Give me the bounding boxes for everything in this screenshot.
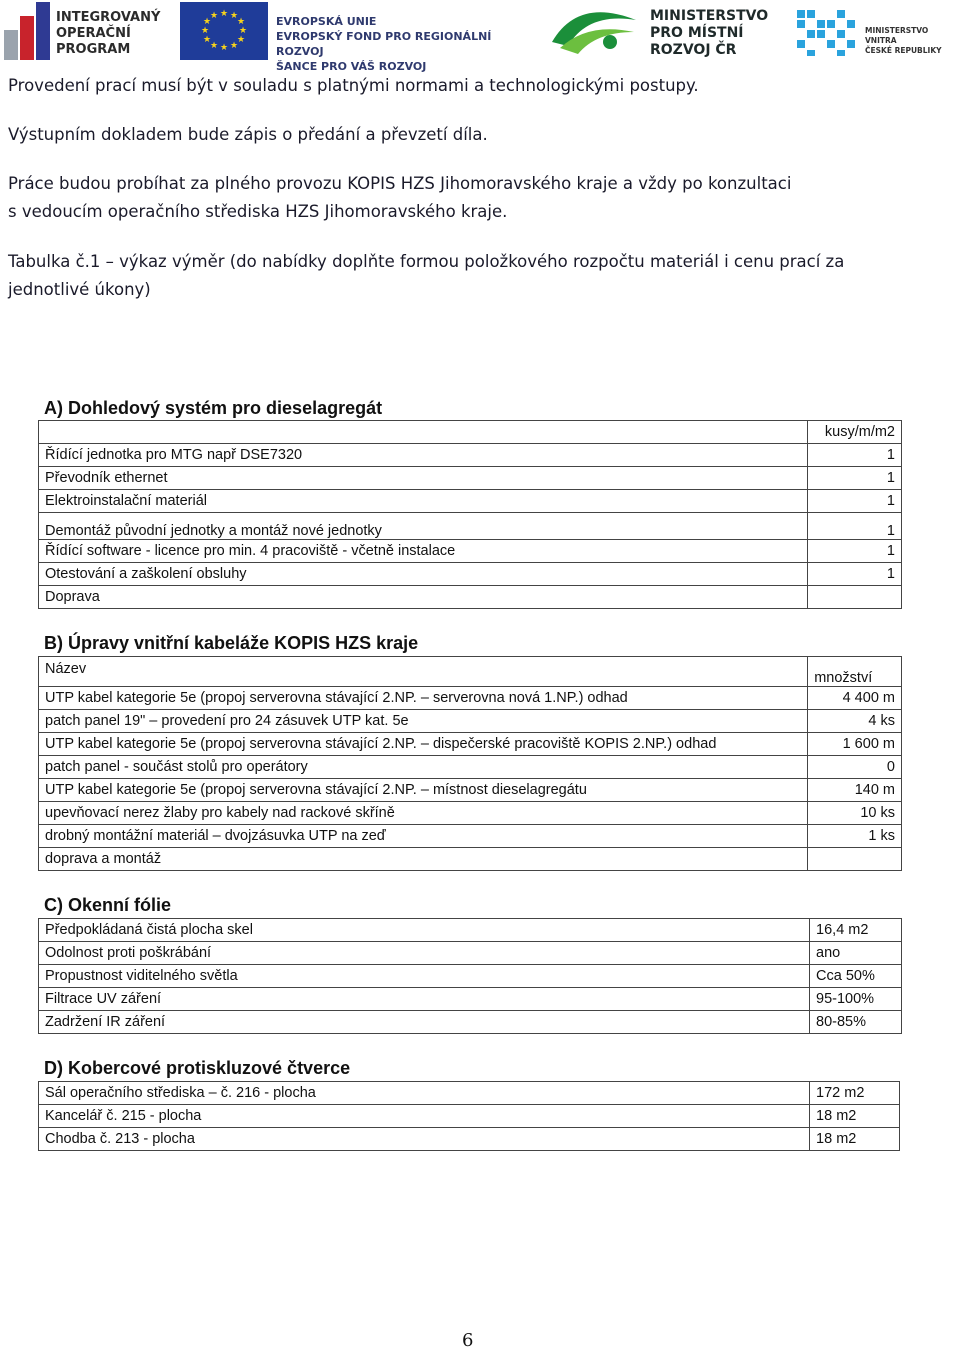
property-name: Odolnost proti poškrábání <box>39 942 810 965</box>
iop-logo <box>2 0 167 64</box>
svg-text:★: ★ <box>236 17 246 27</box>
eu-line2: EVROPSKÝ FOND PRO REGIONÁLNÍ ROZVOJ <box>276 30 492 58</box>
item-name: upevňovací nerez žlaby pro kabely nad rackové skříně <box>39 802 808 825</box>
logo-bar <box>0 0 960 73</box>
table-row <box>39 1105 900 1128</box>
table-row <box>39 586 902 609</box>
section-b-title: B) Úpravy vnitřní kabeláže KOPIS HZS kraje <box>44 633 419 653</box>
section-d-table <box>38 1081 900 1151</box>
table-row <box>39 687 902 710</box>
table-row <box>39 563 902 586</box>
mv-dots-icon <box>797 8 859 58</box>
item-name: patch panel - součást stolů pro operátory <box>39 756 808 779</box>
item-name: doprava a montáž <box>39 848 808 871</box>
item-qty: 140 m <box>808 779 902 802</box>
mv-logo <box>797 0 960 64</box>
table-row <box>39 1128 900 1151</box>
item-qty: 4 400 m <box>808 687 902 710</box>
svg-text:★: ★ <box>238 26 248 36</box>
svg-text:★: ★ <box>200 26 210 36</box>
item-qty: 1 <box>808 467 902 490</box>
table-row <box>39 756 902 779</box>
property-value: 95-100% <box>810 988 902 1011</box>
section-b-table <box>38 656 902 871</box>
table-header-row <box>39 421 902 444</box>
mmr-line1: MINISTERSTVO <box>650 8 769 24</box>
property-value: ano <box>810 942 902 965</box>
item-qty: 1 <box>808 444 902 467</box>
mv-line1: MINISTERSTVO VNITRA <box>865 26 929 45</box>
section-a-title: A) Dohledový systém pro dieselagregát <box>44 398 383 418</box>
area-name: Sál operačního střediska – č. 216 - plocha <box>39 1082 810 1105</box>
item-name: patch panel 19" – provedení pro 24 zásuvek UTP kat. 5e <box>39 710 808 733</box>
property-name: Propustnost viditelného světla <box>39 965 810 988</box>
item-qty: 4 ks <box>808 710 902 733</box>
item-qty: 1 <box>808 563 902 586</box>
mmr-line3: ROZVOJ ČR <box>650 42 737 58</box>
paragraph-operation-1: Práce budou probíhat za plného provozu KOPIS HZS Jihomoravského kraje a vždy po konzultaci <box>8 174 792 193</box>
item-qty: 1 <box>808 513 902 540</box>
paragraph-handover: Výstupním dokladem bude zápis o předání a převzetí díla. <box>8 125 488 144</box>
property-name: Zadržení IR záření <box>39 1011 810 1034</box>
item-name: UTP kabel kategorie 5e (propoj serverovna stávající 2.NP. – serverovna nová 1.NP.) odhad <box>39 687 808 710</box>
table-row <box>39 802 902 825</box>
item-qty: 10 ks <box>808 802 902 825</box>
table-row <box>39 444 902 467</box>
table-caption-1: Tabulka č.1 – výkaz výměr (do nabídky doplňte formou položkového rozpočtu materiál i cenu prací za <box>8 252 845 271</box>
unit-header: kusy/m/m2 <box>808 421 902 444</box>
svg-text:★: ★ <box>219 9 229 19</box>
item-name: UTP kabel kategorie 5e (propoj serverovna stávající 2.NP. – místnost dieselagregátu <box>39 779 808 802</box>
mmr-line2: PRO MÍSTNÍ <box>650 25 744 41</box>
paragraph-standards: Provedení prací musí být v souladu s platnými normami a technologickými postupy. <box>8 76 699 95</box>
item-qty: 0 <box>808 756 902 779</box>
item-name: drobný montážní materiál – dvojzásuvka UTP na zeď <box>39 825 808 848</box>
svg-text:★: ★ <box>236 35 246 45</box>
section-c-title: C) Okenní fólie <box>44 895 172 915</box>
item-qty: 1 <box>808 540 902 563</box>
mv-line2: ČESKÉ REPUBLIKY <box>865 46 942 55</box>
svg-text:★: ★ <box>202 17 212 27</box>
iop-line3: PROGRAM <box>56 42 131 57</box>
item-name: UTP kabel kategorie 5e (propoj serverovna stávající 2.NP. – dispečerské pracoviště KOPIS 2.NP.) odhad <box>39 733 808 756</box>
table-row <box>39 513 902 540</box>
area-name: Chodba č. 213 - plocha <box>39 1128 810 1151</box>
item-name: Převodník ethernet <box>39 467 808 490</box>
item-name: Řídící jednotka pro MTG např DSE7320 <box>39 444 808 467</box>
table-row <box>39 733 902 756</box>
eu-flag-icon <box>180 2 268 60</box>
iop-line1: INTEGROVANÝ <box>56 10 161 25</box>
property-name: Předpokládaná čistá plocha skel <box>39 919 810 942</box>
table-row <box>39 1082 900 1105</box>
table-row <box>39 490 902 513</box>
iop-line2: OPERAČNÍ <box>56 26 131 41</box>
svg-text:★: ★ <box>202 35 212 45</box>
table-row <box>39 919 902 942</box>
table-row <box>39 467 902 490</box>
iop-emblem-icon <box>4 2 52 62</box>
item-qty: 1 ks <box>808 825 902 848</box>
area-value: 18 m2 <box>810 1105 900 1128</box>
item-name: Otestování a zaškolení obsluhy <box>39 563 808 586</box>
table-row <box>39 942 902 965</box>
item-qty: 1 <box>808 490 902 513</box>
section-c-table <box>38 918 902 1034</box>
item-qty <box>808 848 902 871</box>
property-name: Filtrace UV záření <box>39 988 810 1011</box>
item-qty <box>808 586 902 609</box>
eu-line3: ŠANCE PRO VÁŠ ROZVOJ <box>276 60 427 73</box>
table-caption-2: jednotlivé úkony) <box>8 280 151 299</box>
header-cell-empty <box>39 421 808 444</box>
area-value: 172 m2 <box>810 1082 900 1105</box>
property-value: 80-85% <box>810 1011 902 1034</box>
mmr-emblem-icon <box>548 2 640 62</box>
paragraph-operation-2: s vedoucím operačního střediska HZS Jihomoravského kraje. <box>8 202 508 221</box>
table-header-row <box>39 657 902 687</box>
svg-text:★: ★ <box>209 11 219 21</box>
item-name: Demontáž původní jednotky a montáž nové jednotky <box>39 513 808 540</box>
mmr-logo <box>548 0 778 64</box>
table-row <box>39 540 902 563</box>
table-row <box>39 848 902 871</box>
property-value: Cca 50% <box>810 965 902 988</box>
area-name: Kancelář č. 215 - plocha <box>39 1105 810 1128</box>
item-name: Řídící software - licence pro min. 4 pracoviště - včetně instalace <box>39 540 808 563</box>
table-row <box>39 1011 902 1034</box>
svg-text:★: ★ <box>229 41 239 51</box>
property-value: 16,4 m2 <box>810 919 902 942</box>
table-row <box>39 825 902 848</box>
page-number: 6 <box>462 1330 474 1351</box>
svg-text:★: ★ <box>219 43 229 53</box>
section-d-title: D) Kobercové protiskluzové čtverce <box>44 1058 351 1078</box>
table-row <box>39 779 902 802</box>
table-row <box>39 965 902 988</box>
eu-line1: EVROPSKÁ UNIE <box>276 15 377 28</box>
item-name: Elektroinstalační materiál <box>39 490 808 513</box>
item-qty: 1 600 m <box>808 733 902 756</box>
column-header-name: Název <box>39 657 808 687</box>
svg-text:★: ★ <box>209 41 219 51</box>
column-header-qty: množství <box>808 657 902 687</box>
eu-logo <box>180 0 530 73</box>
item-name: Doprava <box>39 586 808 609</box>
section-a-table <box>38 420 902 609</box>
area-value: 18 m2 <box>810 1128 900 1151</box>
table-row <box>39 988 902 1011</box>
table-row <box>39 710 902 733</box>
svg-text:★: ★ <box>229 11 239 21</box>
